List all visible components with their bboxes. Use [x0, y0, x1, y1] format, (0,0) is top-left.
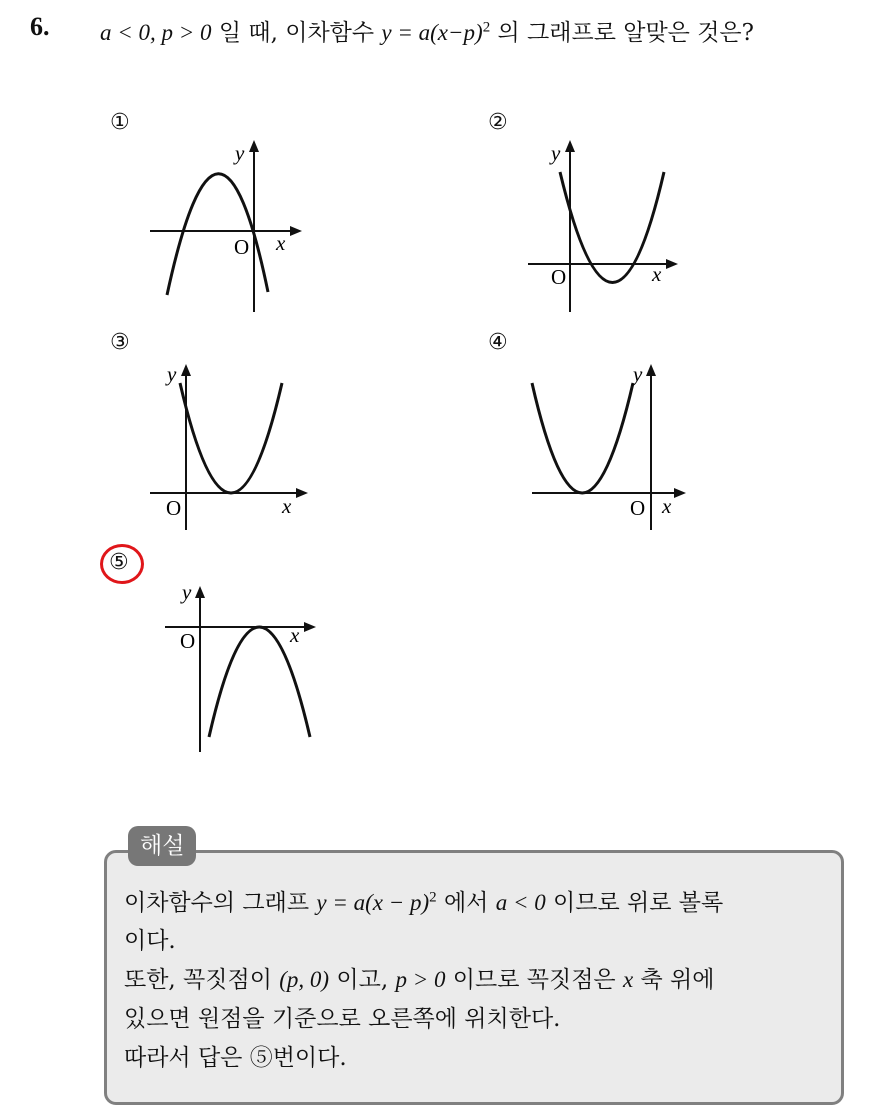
x-axis-label: x	[282, 494, 292, 518]
y-axis-arrow	[646, 364, 656, 376]
solution-text: 또한, 꼭짓점이	[124, 967, 280, 993]
solution-line-1	[124, 884, 723, 917]
origin-label: O	[166, 496, 182, 520]
x-axis-arrow	[296, 488, 308, 498]
x-axis-label: x	[290, 623, 300, 647]
parabola-curve	[180, 383, 282, 493]
question-number: 6.	[30, 12, 50, 41]
solution-text: 축 위에	[633, 967, 715, 993]
solution-text: 이므로 위로 볼록	[545, 890, 724, 916]
y-axis-label: y	[633, 362, 643, 386]
origin-label: O	[180, 629, 196, 653]
y-axis-arrow	[181, 364, 191, 376]
solution-text: 에서	[436, 890, 496, 916]
solution-exponent: 2	[429, 889, 437, 906]
solution-condition: a < 0	[495, 890, 546, 915]
x-axis-arrow	[666, 259, 678, 269]
condition-math: a < 0, p > 0	[100, 20, 212, 45]
solution-condition: p > 0	[395, 967, 446, 992]
y-axis-label: y	[167, 362, 177, 386]
parabola-curve	[560, 172, 664, 283]
y-axis-arrow	[249, 140, 259, 152]
x-axis-arrow	[674, 488, 686, 498]
solution-x-symbol: x	[622, 967, 634, 992]
solution-text: 이고,	[329, 967, 396, 993]
origin-label: O	[551, 265, 567, 289]
equation-math: y = a(x−p)	[381, 20, 483, 45]
y-axis-label: y	[182, 580, 192, 604]
choice-2-label[interactable]: ②	[488, 110, 508, 135]
choice-1-label[interactable]: ①	[110, 110, 130, 135]
solution-line-5: 따라서 답은 ⑤번이다.	[124, 1045, 347, 1071]
x-axis-arrow	[304, 622, 316, 632]
solution-line-3	[124, 961, 714, 994]
choice-5-label[interactable]: ⑤	[109, 550, 129, 575]
choice-1-graph-group	[150, 140, 302, 312]
equation-exponent: 2	[482, 19, 491, 36]
solution-text: 이므로 꼭짓점은	[445, 967, 623, 993]
solution-line-2: 이다.	[124, 928, 176, 954]
solution-vertex: (p, 0)	[279, 967, 330, 992]
x-axis-label: x	[276, 231, 286, 255]
x-axis-label: x	[652, 262, 662, 286]
origin-label: O	[630, 496, 646, 520]
choice-4-graph	[532, 362, 686, 530]
question-text-1: 일 때, 이차함수	[211, 20, 382, 46]
choice-5-graph	[165, 580, 316, 752]
y-axis-arrow	[565, 140, 575, 152]
x-axis-label: x	[662, 494, 672, 518]
origin-label: O	[234, 235, 250, 259]
solution-text: 이차함수의 그래프	[124, 890, 317, 916]
solution-line-4: 있으면 원점을 기준으로 오른쪽에 위치한다.	[124, 1006, 561, 1032]
question-text-2: 의 그래프로 알맞은 것은?	[490, 20, 754, 46]
y-axis-label: y	[235, 141, 245, 165]
y-axis-label: y	[551, 141, 561, 165]
solution-tag: 해설	[128, 826, 196, 866]
choice-3-label[interactable]: ③	[110, 330, 130, 355]
choice-3-graph	[150, 362, 308, 530]
x-axis-arrow	[290, 226, 302, 236]
choice-2-graph	[528, 140, 678, 312]
parabola-curve	[532, 383, 633, 493]
choice-4-label[interactable]: ④	[488, 330, 508, 355]
y-axis-arrow	[195, 586, 205, 598]
solution-equation: y = a(x − p)	[316, 890, 430, 915]
parabola-curve	[167, 174, 268, 295]
